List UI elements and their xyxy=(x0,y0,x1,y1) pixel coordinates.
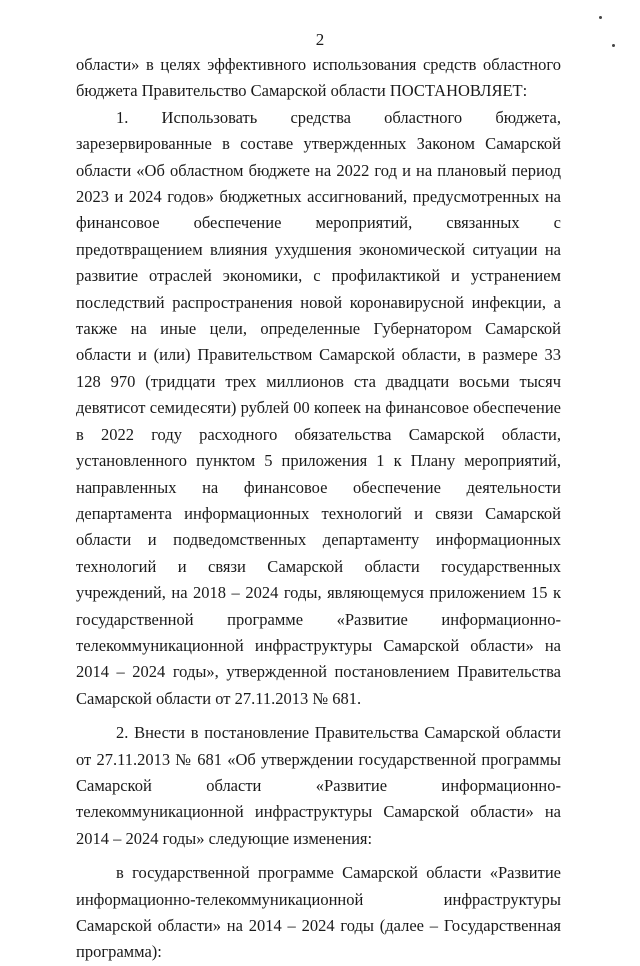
paragraph-item-1: 1. Использовать средства областного бюджета, зарезервированные в составе утвержденных Законом Самарской области «Об областном бюджете на 2022 год и на плановый период 2023 и 2024 годов» бюджетных ассигнований, предусмотренных на финансовое обеспечение мероприятий, связанных с предотвращением влияния ухудшения экономической ситуации на развитие отраслей экономики, с профилактикой и устранением последствий распространения новой коронавирусной инфекции, а также на иные цели, определенные Губернатором Самарской области и (или) Правительством Самарской области, в размере 33 128 970 (тридцати трех миллионов ста двадцати восьми тысяч девятисот семидесяти) рублей 00 копеек на финансовое обеспечение в 2022 году расходного обязательства Самарской области, установленного пунктом 5 приложения 1 к Плану мероприятий, направленных на финансовое обеспечение деятельности департамента информационных технологий и связи Самарской области и подведомственных департаменту информационных технологий и связи Самарской области государственных учреждений, на 2018 – 2024 годы, являющемуся приложением 15 к государственной программе «Развитие информационно-телекоммуникационной инфраструктуры Самарской области» на 2014 – 2024 годы», утвержденной постановлением Правительства Самарской области от 27.11.2013 № 681. xyxy=(76,107,561,708)
intro-paragraph: области» в целях эффективного использования средств областного бюджета Правительство Самарской области ПОСТАНОВЛЯЕТ: xyxy=(76,55,561,101)
scan-speck-top xyxy=(599,16,602,19)
paragraph-item-2: 2. Внести в постановление Правительства Самарской области от 27.11.2013 № 681 «Об утверждении государственной программы Самарской области «Развитие информационно-телекоммуникационной инфраструктуры Самарской области» на 2014 – 2024 годы» следующие изменения: xyxy=(76,723,561,848)
document-body xyxy=(76,52,561,966)
page-number: 2 xyxy=(315,30,325,49)
paragraph-item-2-sub: в государственной программе Самарской области «Развитие информационно-телекоммуникационной инфраструктуры Самарской области» на 2014 – 2024 годы (далее – Государственная программа): xyxy=(76,863,561,962)
scan-speck-right xyxy=(612,44,615,47)
